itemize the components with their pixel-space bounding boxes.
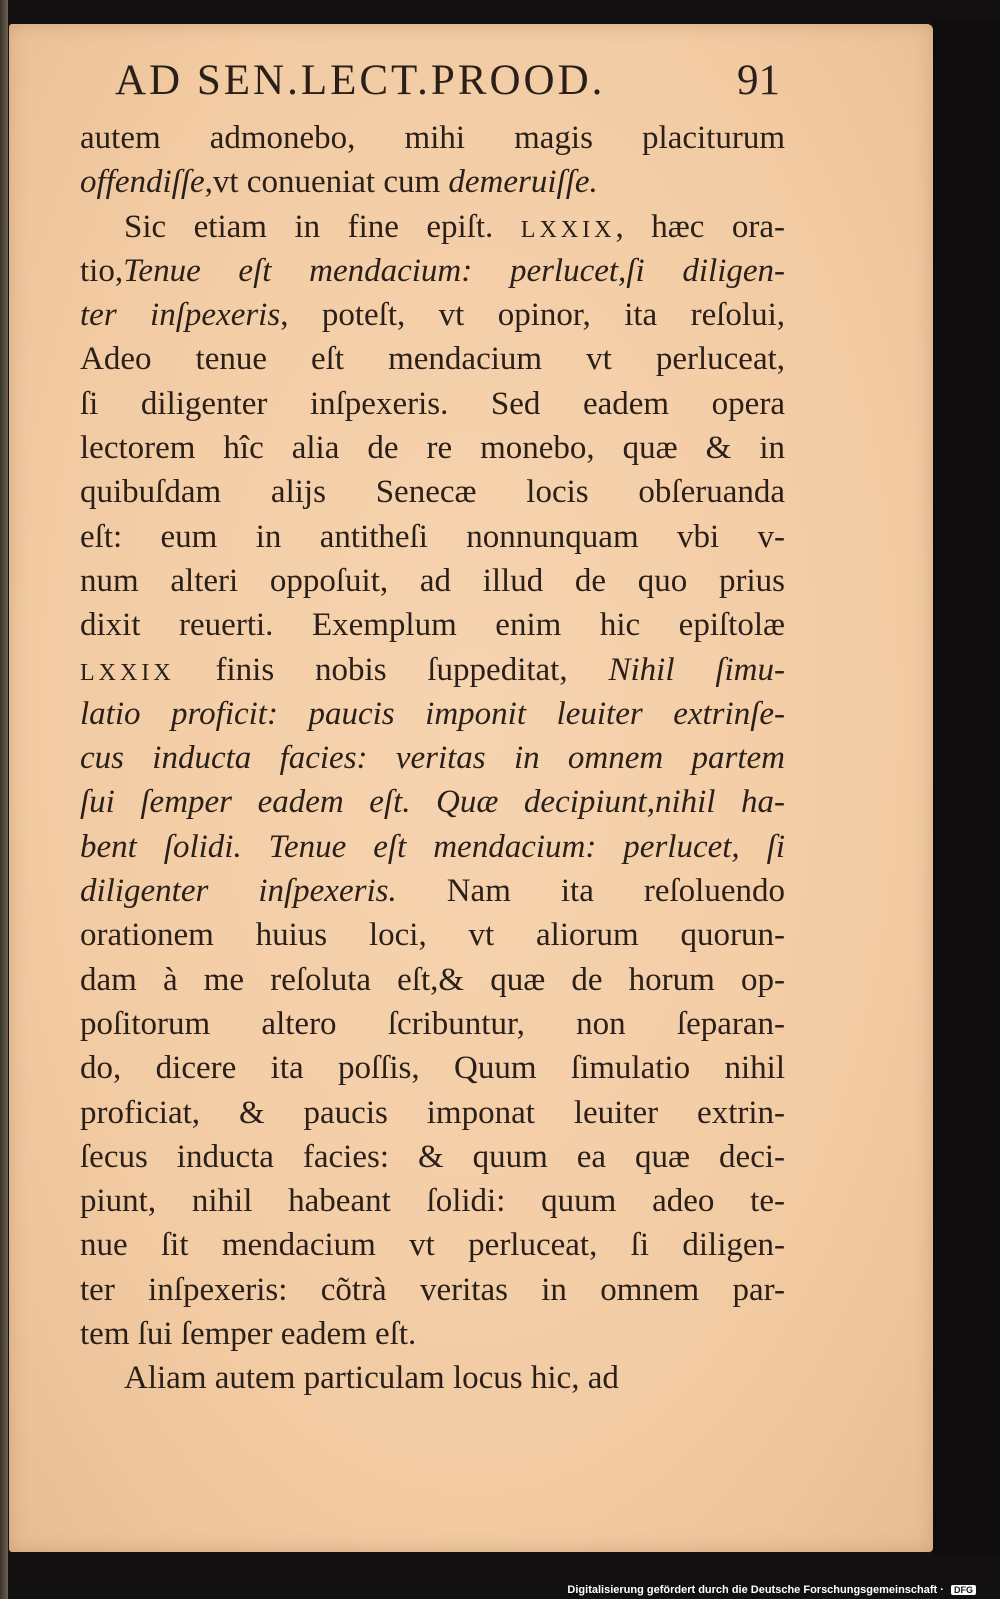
book-left-edge (0, 0, 8, 1599)
text-segment: poſitorum altero ſcribuntur, non ſeparan- (80, 1005, 785, 1042)
text-line (80, 293, 785, 337)
scan-background (933, 20, 1000, 1555)
digitization-credit (567, 1584, 976, 1596)
body-text (80, 116, 785, 1401)
text-segment: ter inſpexeris: cõtrà veritas in omnem par- (80, 1271, 785, 1308)
text-line (80, 1179, 785, 1223)
text-segment: ter inſpexeris (80, 297, 281, 334)
text-segment: eſt: eum in antitheſi nonnunquam vbi v- (80, 518, 785, 555)
text-segment: LXXIX (80, 659, 175, 686)
text-segment: Tenue eſt mendacium: perlucet,ſi diligen- (123, 252, 785, 289)
text-segment: offendiſſe (80, 164, 205, 201)
running-header (115, 56, 780, 106)
text-segment: ſecus inducta facies: & quum ea quæ deci- (80, 1138, 785, 1175)
text-segment: tio, (80, 252, 124, 289)
text-segment: bent ſolidi. Tenue eſt mendacium: perlucet, ſi (80, 828, 785, 865)
text-segment: proficiat, & paucis imponat leuiter extrin- (80, 1094, 785, 1131)
text-line (80, 825, 785, 869)
text-line (80, 116, 785, 160)
text-segment: finis nobis ſuppeditat, (174, 651, 609, 688)
text-line (80, 1091, 785, 1135)
text-line (80, 1002, 785, 1046)
text-segment: Aliam autem particulam locus hic, ad (124, 1360, 619, 1397)
text-line (80, 559, 785, 603)
text-line (80, 249, 785, 293)
text-segment: dixit reuerti. Exemplum enim hic epiſtolæ (80, 607, 785, 644)
text-line (80, 1135, 785, 1179)
text-segment: do, dicere ita poſſis, Quum ſimulatio nihil (80, 1050, 785, 1087)
text-line (80, 382, 785, 426)
text-line (80, 1223, 785, 1267)
text-line (80, 426, 785, 470)
text-line (80, 205, 785, 249)
text-line (80, 780, 785, 824)
text-line (80, 603, 785, 647)
text-segment: diligenter inſpexeris. (80, 873, 397, 910)
text-segment: orationem huius loci, vt aliorum quorun- (80, 917, 785, 954)
text-segment: Nihil ſimu- (608, 651, 785, 688)
text-segment: LXXIX (520, 216, 616, 243)
text-line (80, 913, 785, 957)
text-line (80, 1046, 785, 1090)
text-segment: piunt, nihil habeant ſolidi: quum adeo te- (80, 1183, 785, 1220)
text-segment: Sic etiam in fine epiſt. (124, 208, 521, 245)
text-line (80, 470, 785, 514)
text-line (80, 648, 785, 692)
text-segment: lectorem hîc alia de re monebo, quæ & in (80, 430, 785, 467)
text-segment: latio proficit: paucis imponit leuiter extrinſe- (80, 695, 785, 732)
text-segment: ſui ſemper eadem eſt. Quæ decipiunt,nihil ha- (80, 784, 785, 821)
text-segment: Adeo tenue eſt mendacium vt perluceat, (80, 341, 785, 378)
text-segment: , poteſt, vt opinor, ita reſolui, (280, 297, 785, 334)
page-number: 91 (737, 57, 780, 104)
text-line (80, 692, 785, 736)
text-line (80, 869, 785, 913)
text-segment: autem admonebo, mihi magis placiturum (80, 120, 785, 156)
text-segment: , hæc ora- (615, 208, 785, 245)
text-segment: num alteri oppoſuit, ad illud de quo prius (80, 562, 785, 599)
text-segment: nue ſit mendacium vt perluceat, ſi diligen- (80, 1227, 785, 1264)
text-line (80, 160, 785, 204)
text-segment: quibuſdam alijs Senecæ locis obſeruanda (80, 474, 785, 511)
text-segment: cus inducta facies: veritas in omnem partem (80, 740, 785, 777)
text-line (80, 337, 785, 381)
text-segment: ſi diligenter inſpexeris. Sed eadem opera (80, 385, 785, 422)
text-segment: tem ſui ſemper eadem eſt. (80, 1316, 417, 1353)
text-line (80, 1356, 785, 1400)
text-line (80, 958, 785, 1002)
text-segment: demeruiſſe. (448, 164, 598, 201)
text-segment: dam à me reſoluta eſt,& quæ de horum op- (80, 961, 785, 998)
text-line (80, 515, 785, 559)
credit-text: Digitalisierung gefördert durch die Deutsche Forschungsgemeinschaft · (567, 1584, 944, 1596)
dfg-logo: DFG (951, 1585, 976, 1595)
text-line (80, 736, 785, 780)
text-line (80, 1312, 785, 1356)
running-title: AD SEN.LECT.PROOD. (115, 57, 606, 104)
text-segment: Nam ita reſoluendo (396, 873, 785, 910)
text-line (80, 1268, 785, 1312)
text-segment: ,vt conueniat cum (204, 164, 449, 201)
